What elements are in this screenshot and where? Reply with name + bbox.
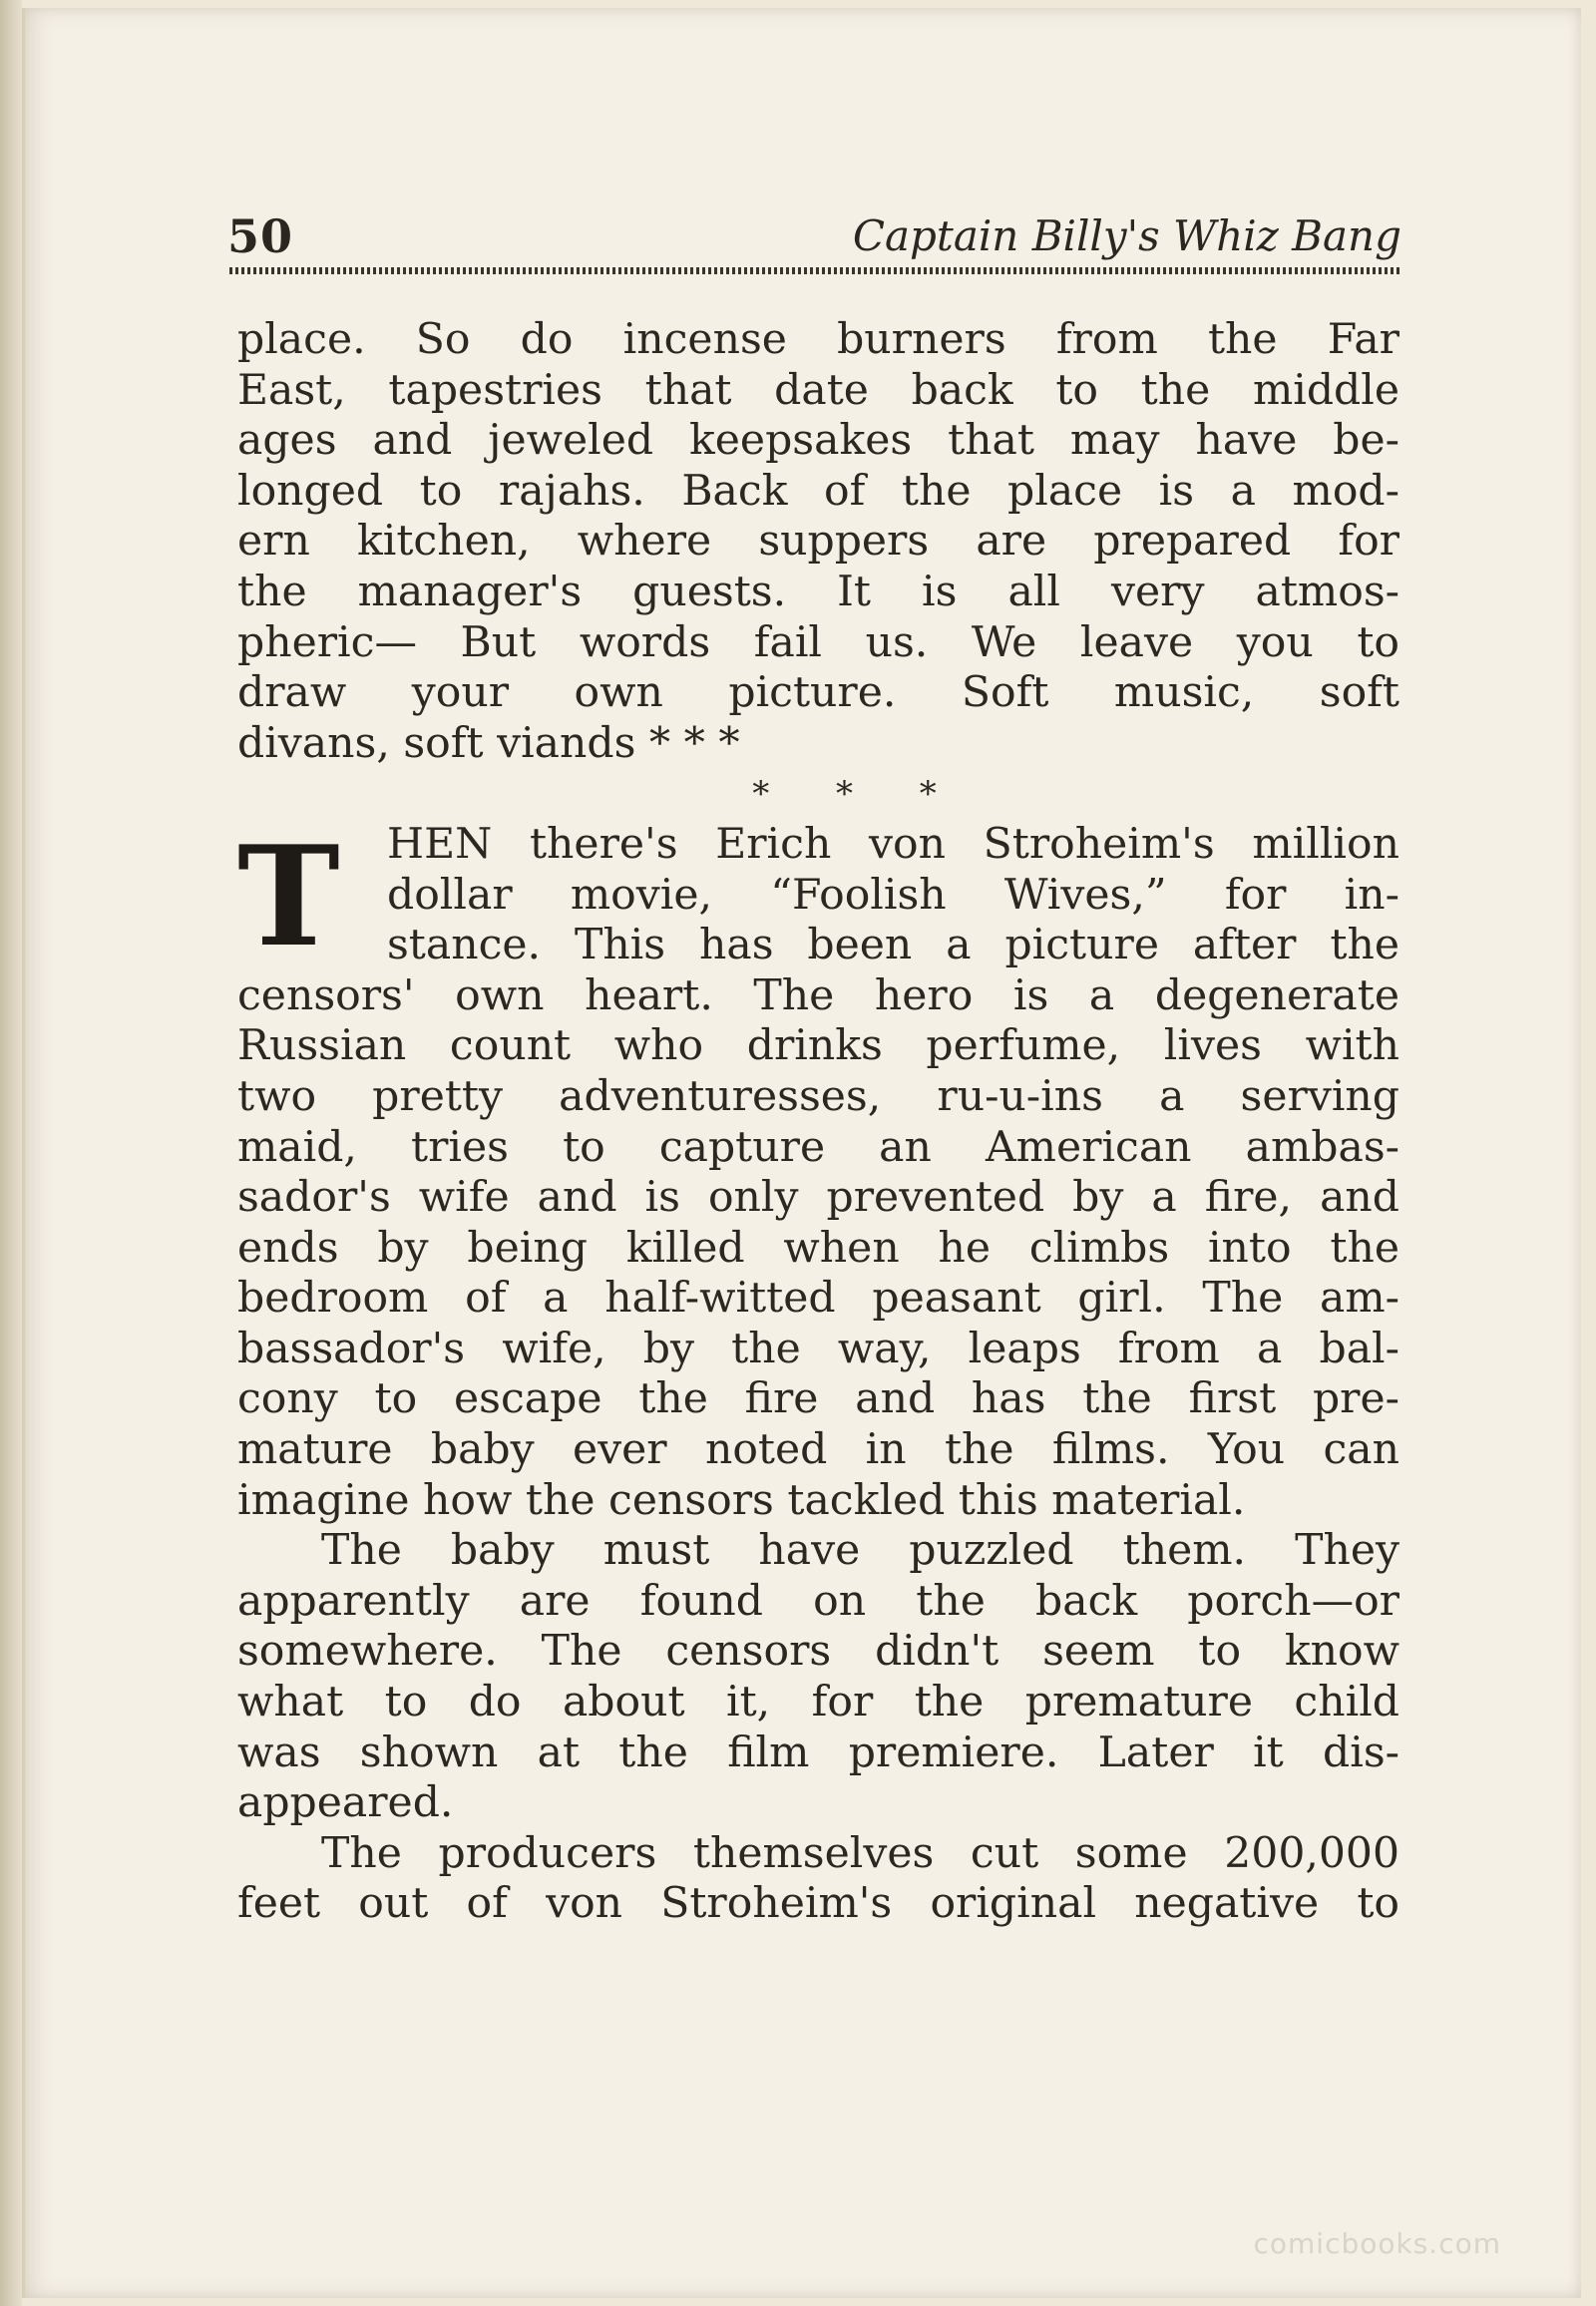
text-line: dollar movie, “Foolish Wives,” for in- [387,870,1399,920]
running-title: Captain Billy's Whiz Bang [852,211,1401,260]
book-spine-edge [0,0,22,2306]
text-line: censors' own heart. The hero is a degenerate [237,970,1399,1020]
text-line: ern kitchen, where suppers are prepared for [237,517,1399,567]
text-line: bedroom of a half-witted peasant girl. The am- [237,1274,1399,1324]
text-line: feet out of von Stroheim's original negative to [237,1879,1399,1929]
text-line: what to do about it, for the premature child [237,1678,1399,1728]
paragraph-4 [237,1829,1399,1930]
page-number: 50 [227,209,294,263]
text-line: pheric— But words fail us. We leave you to [237,617,1399,667]
paragraph-2 [237,814,1399,1526]
section-divider: * * * [752,774,965,815]
text-line: longed to rajahs. Back of the place is a mod- [237,466,1399,516]
text-line: place. So do incense burners from the Far [237,315,1399,364]
text-line: draw your own picture. Soft music, soft [237,668,1399,718]
text-line: Russian count who drinks perfume, lives with [237,1021,1399,1071]
text-line: HEN there's Erich von Stroheim's million [387,819,1399,869]
text-line: The producers themselves cut some 200,000 [321,1828,1399,1878]
text-line: somewhere. The censors didn't seem to know [237,1627,1399,1677]
text-line: The baby must have puzzled them. They [321,1526,1399,1576]
text-line: East, tapestries that date back to the middle [237,365,1399,415]
text-line: the manager's guests. It is all very atmos- [237,567,1399,616]
watermark: comicbooks.com [1253,2227,1501,2260]
paragraph-1 [237,315,1399,769]
article-body [237,315,1399,1930]
paragraph-3 [237,1526,1399,1829]
text-line: sador's wife and is only prevented by a fire, and [237,1173,1399,1223]
header-rule [229,267,1401,274]
text-line: maid, tries to capture an American ambas- [237,1122,1399,1172]
text-line: stance. This has been a picture after the [387,921,1399,970]
text-line: two pretty adventuresses, ru-u-ins a serving [237,1071,1399,1121]
text-line: bassador's wife, by the way, leaps from a bal- [237,1324,1399,1373]
text-line: imagine how the censors tackled this material. [237,1475,1246,1525]
page-header [209,207,1401,277]
drop-cap: T [237,814,340,977]
text-line: was shown at the film premiere. Later it dis- [237,1728,1399,1777]
text-line: ends by being killed when he climbs into the [237,1223,1399,1273]
text-line: apparently are found on the back porch—or [237,1576,1399,1626]
text-line: ages and jeweled keepsakes that may have be- [237,416,1399,466]
text-line: appeared. [237,1778,454,1828]
text-line: divans, soft viands * * * [237,718,740,768]
text-line: cony to escape the fire and has the first pre- [237,1374,1399,1424]
text-line: mature baby ever noted in the films. You can [237,1425,1399,1475]
